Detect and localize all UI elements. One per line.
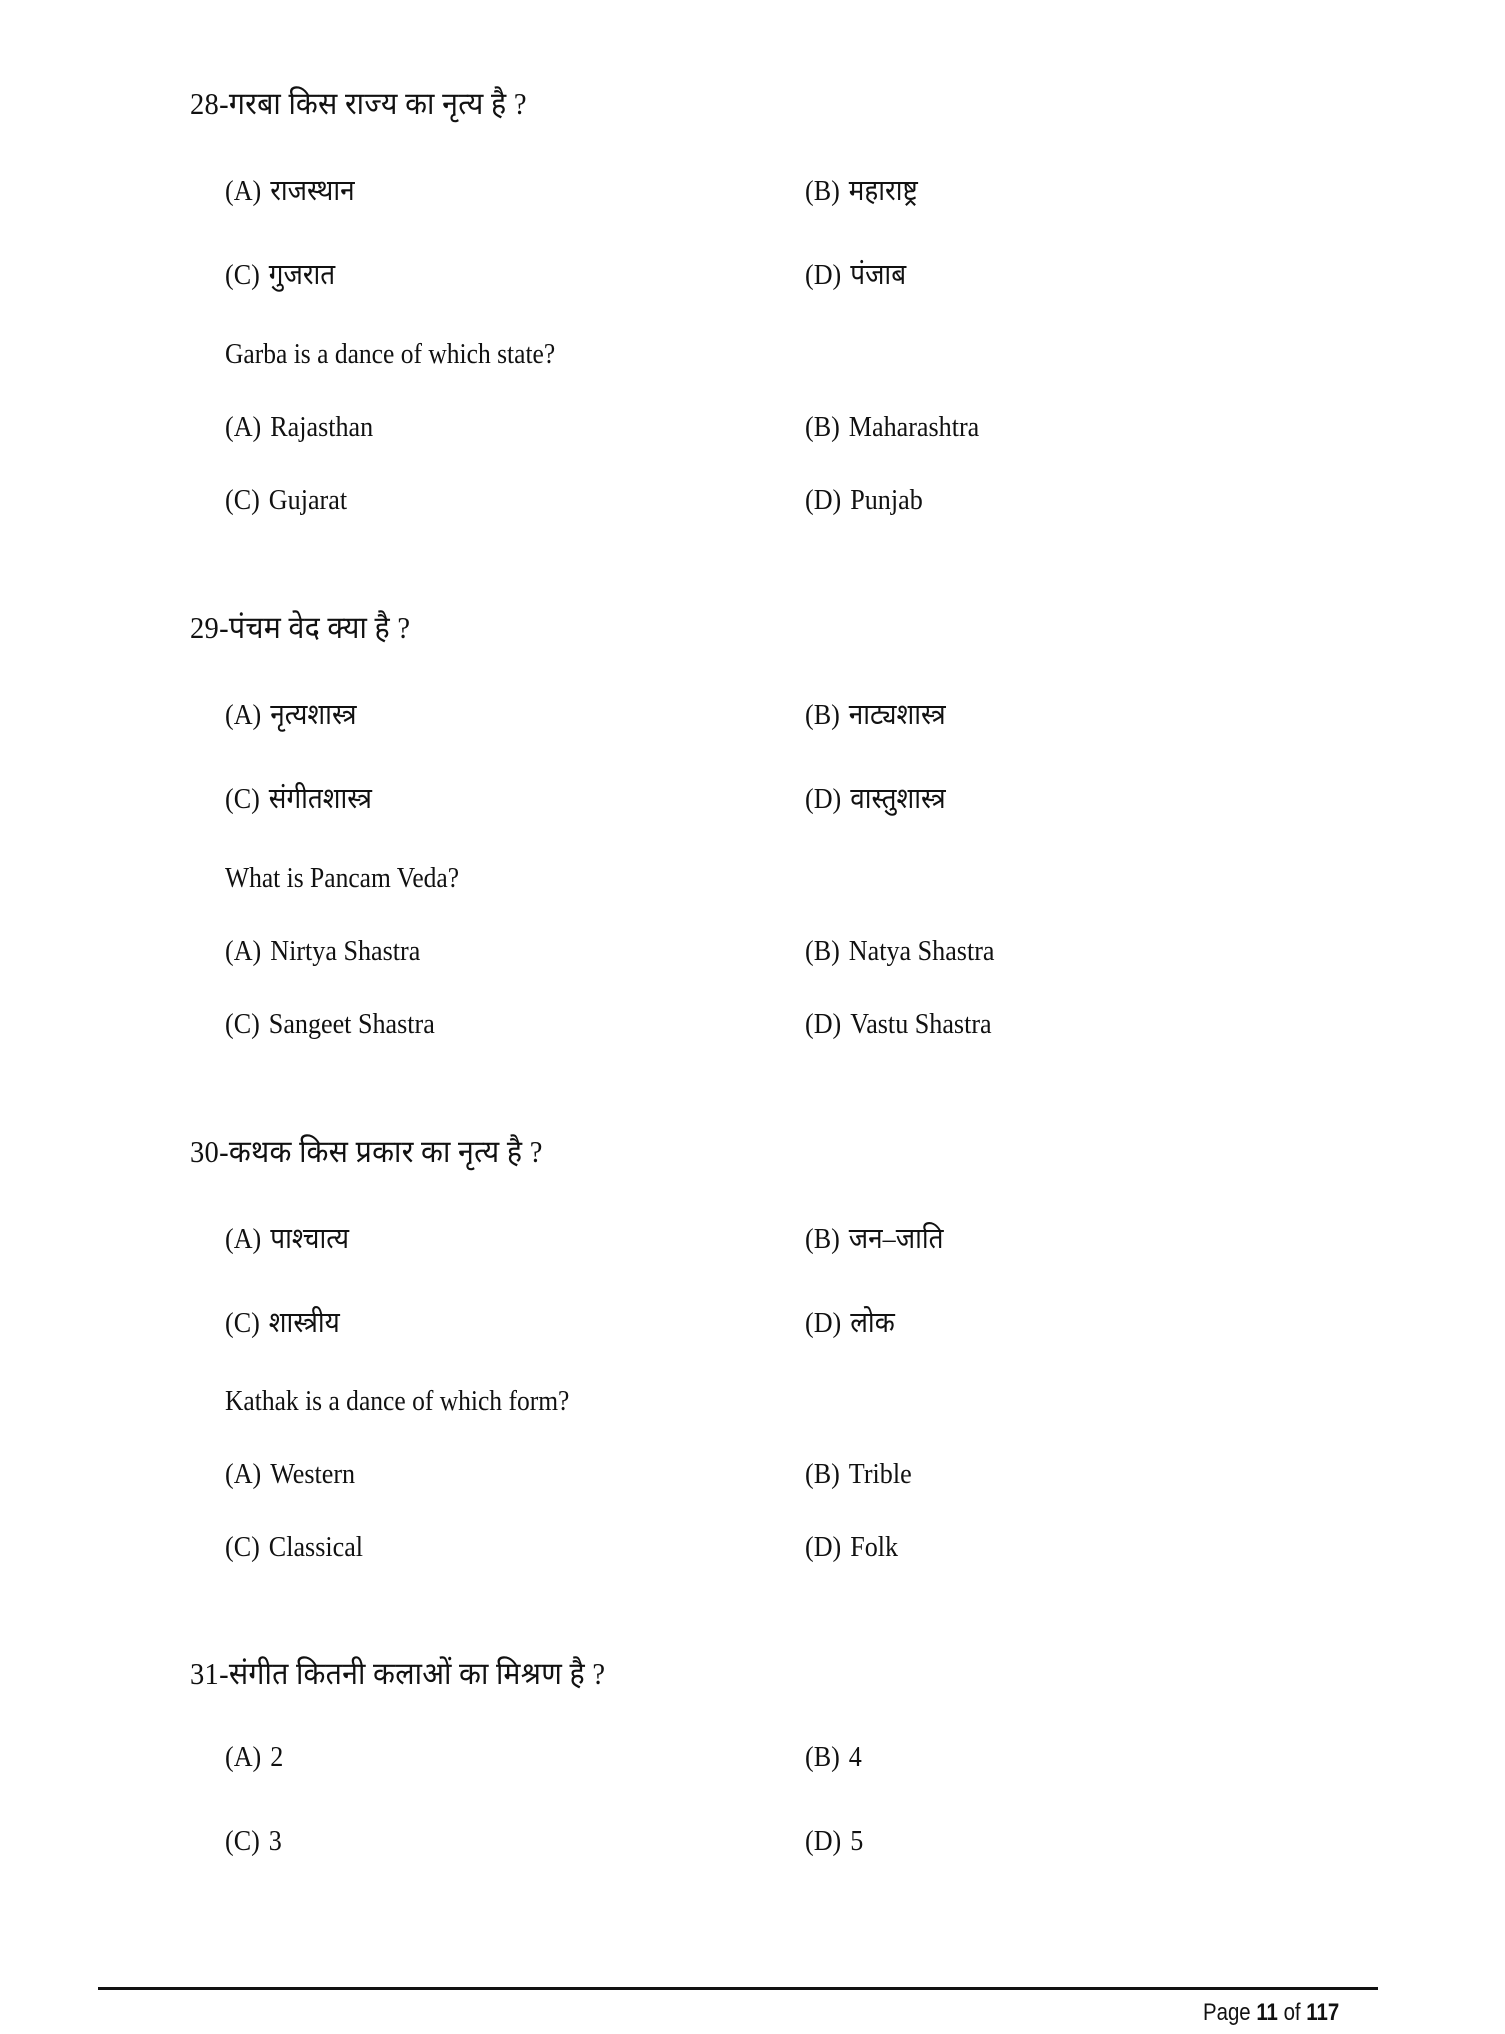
option-text: 2 — [270, 1741, 284, 1773]
option-label: (D) — [805, 1531, 842, 1563]
q30-hi-option-c — [225, 1302, 340, 1341]
q30-hi-option-d — [805, 1302, 895, 1341]
q28-en-option-b — [805, 411, 979, 444]
option-label: (D) — [805, 783, 842, 815]
option-label: (B) — [805, 411, 840, 443]
option-text: वास्तुशास्त्र — [850, 783, 946, 815]
question-28-hindi-title: 28-गरबा किस राज्य का नृत्य है ? — [190, 86, 527, 121]
option-text: नृत्यशास्त्र — [270, 699, 357, 731]
option-label: (C) — [225, 259, 260, 291]
option-label: (B) — [805, 175, 840, 207]
q31-option-a — [225, 1741, 283, 1774]
q31-option-d — [805, 1825, 863, 1858]
option-label: (D) — [805, 1008, 842, 1040]
question-30-hindi-title: 30-कथक किस प्रकार का नृत्य है ? — [190, 1134, 543, 1169]
page-of: of — [1283, 1999, 1301, 2026]
option-text: Classical — [268, 1531, 364, 1563]
q29-hi-option-d — [805, 778, 946, 817]
option-label: (C) — [225, 1531, 260, 1563]
q31-option-b — [805, 1741, 862, 1774]
footer-divider — [98, 1987, 1378, 1990]
option-label: (A) — [225, 175, 262, 207]
option-label: (C) — [225, 484, 260, 516]
option-text: 3 — [268, 1825, 282, 1857]
q28-en-option-d — [805, 484, 923, 517]
option-label: (B) — [805, 935, 840, 967]
option-label: (B) — [805, 1458, 840, 1490]
q28-en-option-a — [225, 411, 373, 444]
option-text: Vastu Shastra — [850, 1008, 992, 1040]
page-prefix: Page — [1203, 1999, 1251, 2026]
question-29-english-title: What is Pancam Veda? — [225, 862, 460, 894]
page-total: 117 — [1306, 1999, 1340, 2026]
option-text: 5 — [850, 1825, 864, 1857]
q29-hi-option-b — [805, 694, 946, 733]
q31-option-c — [225, 1825, 282, 1858]
option-text: Nirtya Shastra — [270, 935, 421, 967]
q30-en-option-a — [225, 1458, 355, 1491]
option-text: Trible — [848, 1458, 912, 1490]
option-label: (A) — [225, 1458, 262, 1490]
q29-en-option-c — [225, 1008, 435, 1041]
option-label: (B) — [805, 699, 840, 731]
q28-hi-option-d — [805, 254, 906, 293]
option-label: (A) — [225, 1741, 262, 1773]
q29-en-option-b — [805, 935, 994, 968]
q30-hi-option-a — [225, 1218, 349, 1257]
option-label: (D) — [805, 484, 842, 516]
q29-hi-option-c — [225, 778, 372, 817]
option-text: संगीतशास्त्र — [268, 783, 372, 815]
option-label: (A) — [225, 411, 262, 443]
q29-hi-option-a — [225, 694, 357, 733]
option-text: Maharashtra — [848, 411, 980, 443]
option-text: नाट्यशास्त्र — [848, 699, 946, 731]
option-label: (C) — [225, 1825, 260, 1857]
page-number — [1203, 1999, 1339, 2027]
option-label: (C) — [225, 783, 260, 815]
option-text: Folk — [850, 1531, 899, 1563]
option-label: (B) — [805, 1223, 840, 1255]
option-label: (D) — [805, 1825, 842, 1857]
option-text: Gujarat — [268, 484, 348, 516]
q28-hi-option-a — [225, 170, 355, 209]
q29-en-option-a — [225, 935, 420, 968]
option-label: (C) — [225, 1008, 260, 1040]
q28-hi-option-b — [805, 170, 918, 209]
question-30-english-title: Kathak is a dance of which form? — [225, 1385, 570, 1417]
option-text: राजस्थान — [270, 175, 355, 207]
q28-hi-option-c — [225, 254, 335, 293]
option-text: Natya Shastra — [848, 935, 995, 967]
option-label: (A) — [225, 935, 262, 967]
option-label: (B) — [805, 1741, 840, 1773]
option-text: लोक — [850, 1307, 895, 1339]
option-label: (A) — [225, 699, 262, 731]
option-text: शास्त्रीय — [268, 1307, 340, 1339]
option-text: महाराष्ट्र — [848, 175, 918, 207]
page-current: 11 — [1256, 1999, 1278, 2026]
option-label: (A) — [225, 1223, 262, 1255]
q30-hi-option-b — [805, 1218, 943, 1257]
q30-en-option-d — [805, 1531, 898, 1564]
option-text: 4 — [848, 1741, 862, 1773]
option-label: (D) — [805, 259, 842, 291]
question-31-hindi-title: 31-संगीत कितनी कलाओं का मिश्रण है ? — [190, 1656, 606, 1691]
q29-en-option-d — [805, 1008, 992, 1041]
option-label: (D) — [805, 1307, 842, 1339]
q28-en-option-c — [225, 484, 347, 517]
q30-en-option-c — [225, 1531, 363, 1564]
q30-en-option-b — [805, 1458, 912, 1491]
option-text: जन–जाति — [848, 1223, 944, 1255]
option-label: (C) — [225, 1307, 260, 1339]
option-text: गुजरात — [268, 259, 336, 291]
option-text: Punjab — [850, 484, 923, 516]
option-text: Sangeet Shastra — [268, 1008, 435, 1040]
question-29-hindi-title: 29-पंचम वेद क्या है ? — [190, 610, 411, 645]
option-text: पंजाब — [850, 259, 907, 291]
option-text: पाश्चात्य — [270, 1223, 349, 1255]
question-28-english-title: Garba is a dance of which state? — [225, 338, 556, 370]
option-text: Western — [270, 1458, 356, 1490]
option-text: Rajasthan — [270, 411, 374, 443]
